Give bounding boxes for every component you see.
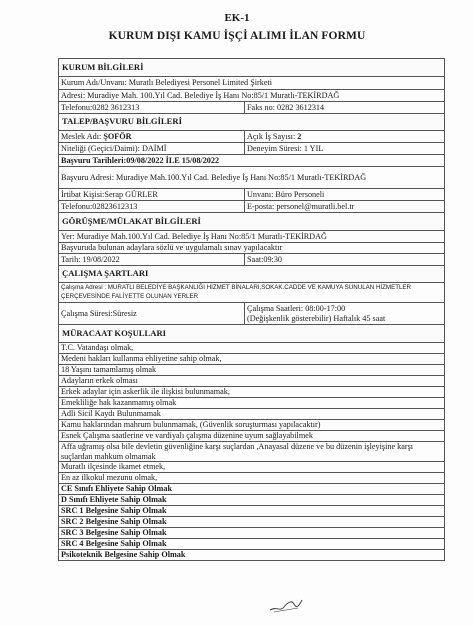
kurum-adres: Adresi: Muradiye Mah. 100.Yıl Cad. Belediye İş Hanı No:85/1 Muratlı-TEKİRDAĞ bbox=[59, 90, 445, 102]
kosul-item: Medeni hakları kullanma ehliyetine sahip olmak, bbox=[59, 354, 445, 365]
annex-label: EK-1 bbox=[224, 12, 250, 24]
gorusme-saat: Saat:09:30 bbox=[245, 254, 445, 266]
kosul-bold-item: SRC 3 Belgesine Sahip Olmak bbox=[59, 528, 445, 539]
kosul-item: Muratlı ilçesinde ikamet etmek, bbox=[59, 462, 445, 473]
section-kurum-heading: KURUM BİLGİLERİ bbox=[59, 59, 445, 77]
kosul-item: En az ilkokul mezunu olmak, bbox=[59, 473, 445, 484]
kurum-telefon: Telefonu:0282 3612313 bbox=[59, 102, 245, 114]
acik-is-sayisi bbox=[245, 131, 445, 143]
irtibat-kisisi: İrtibat Kişisi:Serap GÜRLER bbox=[59, 189, 245, 201]
kosul-item: T.C. Vatandaşı olmak, bbox=[59, 343, 445, 354]
basvuru-tarihleri: Başvuru Tarihleri:09/08/2022 İLE 15/08/2022 bbox=[59, 155, 445, 167]
section-muracaat-heading: MÜRACAAT KOŞULLARI bbox=[59, 325, 445, 343]
kosul-item: Kamu haklarından mahrum bulunmamak, (Güvenlik soruşturması yapılacaktır) bbox=[59, 420, 445, 431]
kosul-bold-item: Psikoteknik Belgesine Sahip Olmak bbox=[59, 550, 445, 561]
acik-is-label: Açık İş Sayısı: bbox=[247, 131, 298, 141]
calisma-adresi: Çalışma Adresi : MURATLI BELEDİYE BAŞKANLIĞI HİZMET BİNALARI,SOKAK.CADDE VE KAMUYA SUNULAN HİZMETLER ÇERÇEVESİNDE FALİYETTE OLUNAN YERLER bbox=[59, 283, 445, 303]
announcement-form-table bbox=[58, 58, 445, 561]
kosul-item: Emekliliğe hak kazanmamış olmak bbox=[59, 398, 445, 409]
section-gorusme-heading: GÖRÜŞME/MÜLAKAT BİLGİLERİ bbox=[59, 213, 445, 231]
kosul-bold-item: SRC 4 Belgesine Sahip Olmak bbox=[59, 539, 445, 550]
kosul-item: Erkek adaylar için askerlik ile ilişkisi bulunmamak, bbox=[59, 387, 445, 398]
kurum-faks: Faks no: 0282 3612314 bbox=[245, 102, 445, 114]
kosul-bold-item: D Sınıfı Ehliyete Sahip Olmak bbox=[59, 495, 445, 506]
kosul-item: 18 Yaşını tamamlamış olmak bbox=[59, 365, 445, 376]
kurum-adi: Kurum Adı/Unvanı: Muratlı Belediyesi Personel Limited Şirketi bbox=[59, 77, 445, 90]
calisma-degisken: (Değişkenlik gösterebilir) Haftalık 45 saat bbox=[247, 313, 386, 323]
kosul-item: Esnek Çalışma saatlerine ve vardiyalı çalışma düzenine uyum sağlayabilmek bbox=[59, 431, 445, 442]
meslek-adi bbox=[59, 131, 245, 143]
basvuru-adresi: Başvuru Adresi: Muradiye Mah.100.Yıl Cad. Belediye İş Hanı No:85/1 Muratlı-TEKİRDAĞ bbox=[59, 167, 445, 189]
meslek-value: ŞOFÖR bbox=[103, 131, 132, 141]
gorusme-tarih: Tarih: 19/08/2022 bbox=[59, 254, 245, 266]
niteligi: Niteliği (Geçici/Daimi): DAİMİ bbox=[59, 143, 245, 155]
calisma-suresi: Çalışma Süresi:Süresiz bbox=[59, 303, 245, 325]
kosul-bold-item: SRC 2 Belgesine Sahip Olmak bbox=[59, 517, 445, 528]
form-title: KURUM DIŞI KAMU İŞÇİ ALIMI İLAN FORMU bbox=[108, 30, 366, 42]
talep-telefon: Telefonu:02823612313 bbox=[59, 201, 245, 213]
signature-mark bbox=[268, 596, 304, 614]
gorusme-aciklama: Başvuruda bulunan adaylara sözlü ve uygulamalı sınav yapılacaktır bbox=[59, 243, 445, 254]
gorusme-yer: Yer: Muradiye Mah.100.Yıl Cad. Belediye İş Hanı No:85/1 Muratlı-TEKİRDAĞ bbox=[59, 231, 445, 243]
kosul-item: Adayların erkek olması bbox=[59, 376, 445, 387]
calisma-saatleri bbox=[245, 303, 445, 325]
meslek-label: Meslek Adı: bbox=[61, 131, 104, 141]
acik-is-value: 2 bbox=[297, 131, 302, 141]
kosul-bold-item: CE Sınıfı Ehliyete Sahip Olmak bbox=[59, 484, 445, 495]
calisma-saatleri-text: Çalışma Saatleri: 08:00-17:00 bbox=[247, 303, 346, 313]
section-talep-heading: TALEP/BAŞVURU BİLGİLERİ bbox=[59, 114, 445, 131]
kosul-bold-item: SRC 1 Belgesine Sahip Olmak bbox=[59, 506, 445, 517]
kosul-item: Affa uğramış olsa bile devletin güvenliğine karşı suçlardan ,Anayasal düzene ve bu düzenin işleyişine karşı suçlardan mahkum olmamak bbox=[59, 442, 445, 462]
unvani: Unvanı: Büro Personeli bbox=[245, 189, 445, 201]
section-calisma-heading: ÇALIŞMA ŞARTLARI bbox=[59, 266, 445, 283]
deneyim-suresi: Deneyim Süresi: 1 YIL bbox=[245, 143, 445, 155]
e-posta: E-posta: personel@muratli.bel.tr bbox=[245, 201, 445, 213]
kosul-item: Adli Sicil Kaydı Bulunmamak bbox=[59, 409, 445, 420]
